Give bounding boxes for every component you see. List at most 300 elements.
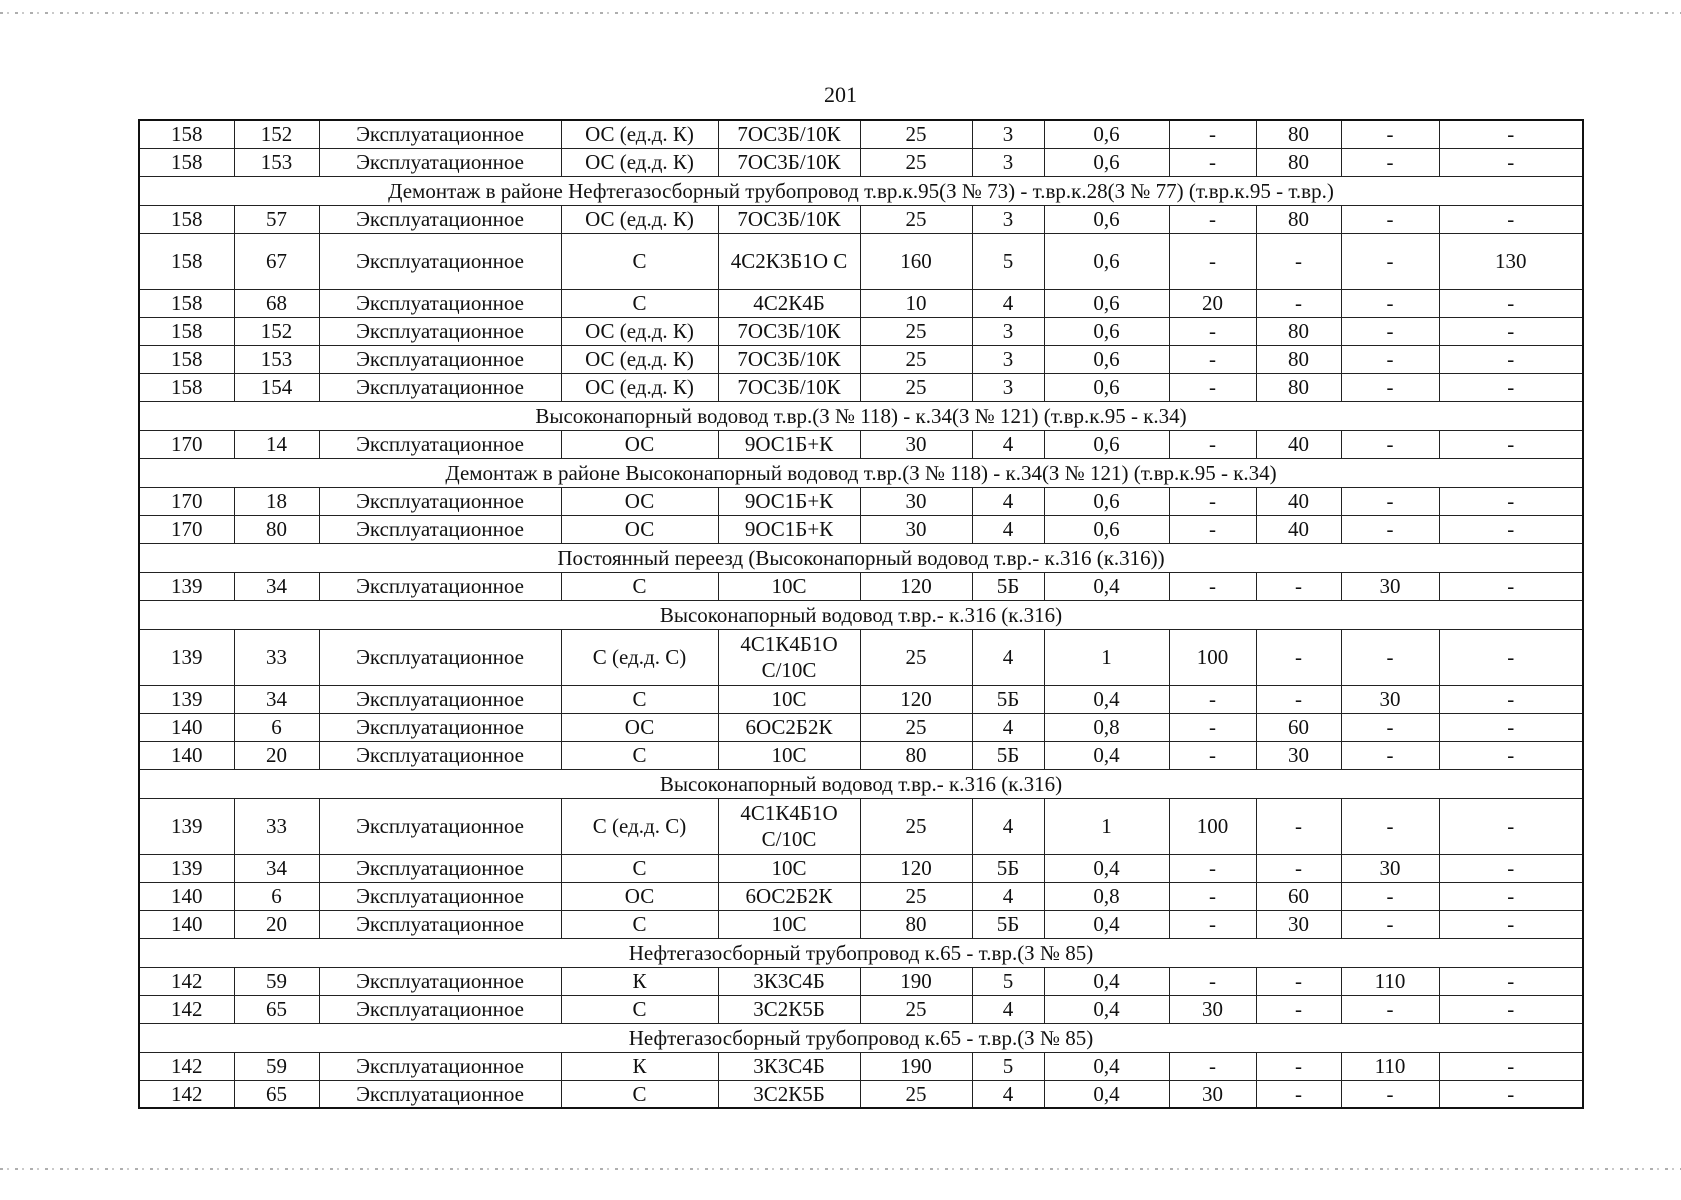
table-cell: 153 <box>234 148 319 176</box>
table-cell: 6 <box>234 882 319 910</box>
table-cell: Эксплуатационное <box>319 741 561 769</box>
table-cell: - <box>1341 882 1439 910</box>
table-cell: - <box>1439 515 1583 543</box>
table-cell: - <box>1256 289 1341 317</box>
table-cell: 80 <box>1256 373 1341 401</box>
table-cell: - <box>1341 629 1439 685</box>
table-body <box>139 120 1583 1108</box>
table-cell: С <box>561 741 718 769</box>
table-cell: 25 <box>860 713 972 741</box>
table-cell: 25 <box>860 345 972 373</box>
table-cell: 0,6 <box>1044 430 1169 458</box>
table-row <box>139 967 1583 995</box>
section-title: Нефтегазосборный трубопровод к.65 - т.вр.(З № 85) <box>139 1023 1583 1052</box>
table-cell: - <box>1169 233 1256 289</box>
table-cell: Эксплуатационное <box>319 148 561 176</box>
table-cell: 0,6 <box>1044 487 1169 515</box>
table-row <box>139 148 1583 176</box>
table-cell: ОС <box>561 430 718 458</box>
table-cell: 110 <box>1341 967 1439 995</box>
table-cell: ОС (ед.д. К) <box>561 120 718 148</box>
table-cell: - <box>1169 345 1256 373</box>
table-cell: 0,8 <box>1044 713 1169 741</box>
table-cell: - <box>1439 1052 1583 1080</box>
table-cell: Эксплуатационное <box>319 205 561 233</box>
table-cell: 0,4 <box>1044 1080 1169 1108</box>
table-cell: 60 <box>1256 882 1341 910</box>
table-cell: 6 <box>234 713 319 741</box>
table-row <box>139 487 1583 515</box>
section-header-row <box>139 938 1583 967</box>
table-cell: - <box>1341 289 1439 317</box>
table-cell: 10С <box>718 741 860 769</box>
table-row <box>139 741 1583 769</box>
table-cell: 142 <box>139 995 234 1023</box>
table-cell: Эксплуатационное <box>319 854 561 882</box>
table-cell: 25 <box>860 995 972 1023</box>
table-cell: 158 <box>139 373 234 401</box>
table-cell: 5Б <box>972 854 1044 882</box>
table-row <box>139 882 1583 910</box>
section-header-row <box>139 1023 1583 1052</box>
table-cell: 33 <box>234 629 319 685</box>
table-cell: - <box>1341 487 1439 515</box>
table-cell: - <box>1169 685 1256 713</box>
table-cell: 190 <box>860 967 972 995</box>
table-cell: 30 <box>1256 910 1341 938</box>
table-cell: 18 <box>234 487 319 515</box>
table-cell: 25 <box>860 148 972 176</box>
table-cell: - <box>1341 233 1439 289</box>
table-cell: 65 <box>234 1080 319 1108</box>
table-cell: 3С2К5Б <box>718 995 860 1023</box>
table-cell: - <box>1439 910 1583 938</box>
table-row <box>139 798 1583 854</box>
table-cell: 4С1К4Б1О С/10С <box>718 798 860 854</box>
table-cell: 0,4 <box>1044 685 1169 713</box>
table-cell: 80 <box>234 515 319 543</box>
section-header-row <box>139 600 1583 629</box>
table-cell: - <box>1256 1052 1341 1080</box>
table-cell: Эксплуатационное <box>319 629 561 685</box>
table-cell: Эксплуатационное <box>319 967 561 995</box>
table-cell: 59 <box>234 967 319 995</box>
table-cell: 6ОС2Б2К <box>718 882 860 910</box>
table-cell: 140 <box>139 713 234 741</box>
table-cell: 10 <box>860 289 972 317</box>
table-cell: - <box>1256 854 1341 882</box>
table-cell: 190 <box>860 1052 972 1080</box>
table-cell: 30 <box>1341 685 1439 713</box>
table-cell: 9ОС1Б+К <box>718 487 860 515</box>
table-cell: 140 <box>139 882 234 910</box>
table-cell: - <box>1256 685 1341 713</box>
table-cell: 139 <box>139 685 234 713</box>
table-cell: 9ОС1Б+К <box>718 430 860 458</box>
table-cell: - <box>1341 741 1439 769</box>
table-cell: 160 <box>860 233 972 289</box>
section-title: Демонтаж в районе Высоконапорный водовод т.вр.(З № 118) - к.34(З № 121) (т.вр.к.95 - к.34) <box>139 458 1583 487</box>
table-cell: 30 <box>1256 741 1341 769</box>
table-cell: ОС <box>561 487 718 515</box>
table-cell: - <box>1439 345 1583 373</box>
table-cell: 0,6 <box>1044 148 1169 176</box>
table-cell: 139 <box>139 572 234 600</box>
table-cell: 5 <box>972 233 1044 289</box>
table-cell: - <box>1439 487 1583 515</box>
table-cell: 4С1К4Б1О С/10С <box>718 629 860 685</box>
table-cell: 30 <box>1341 572 1439 600</box>
table-cell: 34 <box>234 572 319 600</box>
table-cell: 0,4 <box>1044 741 1169 769</box>
table-cell: 5Б <box>972 910 1044 938</box>
table-cell: 40 <box>1256 430 1341 458</box>
table-cell: Эксплуатационное <box>319 910 561 938</box>
table-row <box>139 1080 1583 1108</box>
table-cell: 152 <box>234 120 319 148</box>
table-cell: Эксплуатационное <box>319 995 561 1023</box>
table-cell: - <box>1439 882 1583 910</box>
section-header-row <box>139 769 1583 798</box>
table-cell: 153 <box>234 345 319 373</box>
table-cell: 0,6 <box>1044 345 1169 373</box>
table-cell: 3К3С4Б <box>718 967 860 995</box>
table-cell: 25 <box>860 882 972 910</box>
table-cell: Эксплуатационное <box>319 515 561 543</box>
table-cell: Эксплуатационное <box>319 430 561 458</box>
table-cell: 3К3С4Б <box>718 1052 860 1080</box>
table-cell: - <box>1439 572 1583 600</box>
table-cell: ОС <box>561 882 718 910</box>
table-cell: - <box>1341 148 1439 176</box>
table-cell: 139 <box>139 798 234 854</box>
table-cell: 7ОС3Б/10К <box>718 373 860 401</box>
table-cell: - <box>1169 882 1256 910</box>
table-cell: 25 <box>860 1080 972 1108</box>
section-header-row <box>139 543 1583 572</box>
table-cell: 0,6 <box>1044 317 1169 345</box>
table-cell: 142 <box>139 967 234 995</box>
table-cell: 0,6 <box>1044 233 1169 289</box>
table-cell: 6ОС2Б2К <box>718 713 860 741</box>
table-cell: - <box>1341 430 1439 458</box>
table-cell: 40 <box>1256 515 1341 543</box>
table-cell: 158 <box>139 317 234 345</box>
scan-edge-top <box>0 12 1681 14</box>
table-cell: - <box>1439 148 1583 176</box>
table-cell: - <box>1169 854 1256 882</box>
table-cell: 158 <box>139 120 234 148</box>
table-cell: 4 <box>972 430 1044 458</box>
table-cell: С <box>561 289 718 317</box>
table-cell: 30 <box>1341 854 1439 882</box>
table-cell: 7ОС3Б/10К <box>718 205 860 233</box>
table-cell: ОС (ед.д. К) <box>561 345 718 373</box>
table-cell: - <box>1169 373 1256 401</box>
table-cell: Эксплуатационное <box>319 317 561 345</box>
section-title: Демонтаж в районе Нефтегазосборный трубопровод т.вр.к.95(З № 73) - т.вр.к.28(З № 77) (т.вр.к.95 - т.вр.) <box>139 176 1583 205</box>
table-cell: - <box>1169 910 1256 938</box>
table-cell: 120 <box>860 572 972 600</box>
table-cell: - <box>1341 1080 1439 1108</box>
table-cell: 158 <box>139 345 234 373</box>
table-cell: 4 <box>972 629 1044 685</box>
table-cell: 30 <box>860 515 972 543</box>
table-cell: Эксплуатационное <box>319 289 561 317</box>
table-cell: С <box>561 685 718 713</box>
table-cell: ОС (ед.д. К) <box>561 205 718 233</box>
table-cell: 59 <box>234 1052 319 1080</box>
table-cell: 4С2К3Б1О С <box>718 233 860 289</box>
table-cell: 25 <box>860 373 972 401</box>
table-cell: 80 <box>1256 148 1341 176</box>
table-row <box>139 854 1583 882</box>
table-cell: - <box>1256 233 1341 289</box>
table-cell: 4С2К4Б <box>718 289 860 317</box>
table-cell: 100 <box>1169 629 1256 685</box>
table-cell: 140 <box>139 910 234 938</box>
table-cell: 10С <box>718 854 860 882</box>
table-cell: 3С2К5Б <box>718 1080 860 1108</box>
table-cell: - <box>1439 430 1583 458</box>
table-cell: 0,6 <box>1044 120 1169 148</box>
table-cell: - <box>1169 515 1256 543</box>
table-cell: Эксплуатационное <box>319 685 561 713</box>
table-cell: Эксплуатационное <box>319 572 561 600</box>
table-row <box>139 373 1583 401</box>
section-title: Нефтегазосборный трубопровод к.65 - т.вр.(З № 85) <box>139 938 1583 967</box>
table-cell: 0,4 <box>1044 967 1169 995</box>
table-cell: С <box>561 1080 718 1108</box>
data-table <box>138 119 1584 1109</box>
table-cell: 1 <box>1044 629 1169 685</box>
table-cell: 30 <box>860 430 972 458</box>
table-row <box>139 289 1583 317</box>
section-header-row <box>139 176 1583 205</box>
table-cell: 3 <box>972 345 1044 373</box>
table-cell: 4 <box>972 289 1044 317</box>
table-cell: 170 <box>139 430 234 458</box>
table-cell: - <box>1439 741 1583 769</box>
table-cell: 25 <box>860 629 972 685</box>
table-row <box>139 629 1583 685</box>
table-row <box>139 685 1583 713</box>
table-cell: 25 <box>860 317 972 345</box>
table-cell: 30 <box>1169 995 1256 1023</box>
table-cell: 158 <box>139 289 234 317</box>
table-cell: С (ед.д. С) <box>561 798 718 854</box>
table-cell: - <box>1256 967 1341 995</box>
section-title: Постоянный переезд (Высоконапорный водовод т.вр.- к.316 (к.316)) <box>139 543 1583 572</box>
table-cell: 158 <box>139 148 234 176</box>
table-cell: - <box>1169 1052 1256 1080</box>
table-cell: - <box>1256 572 1341 600</box>
scan-edge-bottom <box>0 1168 1681 1170</box>
table-cell: - <box>1341 910 1439 938</box>
table-cell: 0,4 <box>1044 1052 1169 1080</box>
table-cell: 170 <box>139 515 234 543</box>
table-cell: - <box>1256 629 1341 685</box>
table-cell: 33 <box>234 798 319 854</box>
table-cell: 100 <box>1169 798 1256 854</box>
table-cell: - <box>1341 515 1439 543</box>
table-cell: 0,6 <box>1044 205 1169 233</box>
table-cell: 80 <box>860 910 972 938</box>
table-cell: - <box>1341 120 1439 148</box>
table-cell: - <box>1341 713 1439 741</box>
table-cell: 25 <box>860 798 972 854</box>
table-cell: 5Б <box>972 741 1044 769</box>
table-cell: 60 <box>1256 713 1341 741</box>
table-cell: - <box>1169 120 1256 148</box>
table-cell: - <box>1439 995 1583 1023</box>
table-cell: 3 <box>972 205 1044 233</box>
page-number: 201 <box>824 82 857 107</box>
table-cell: ОС (ед.д. К) <box>561 148 718 176</box>
table-cell: 3 <box>972 317 1044 345</box>
table-cell: 3 <box>972 148 1044 176</box>
table-cell: Эксплуатационное <box>319 1080 561 1108</box>
table-cell: 4 <box>972 882 1044 910</box>
table-cell: - <box>1169 430 1256 458</box>
table-row <box>139 317 1583 345</box>
table-cell: 7ОС3Б/10К <box>718 345 860 373</box>
table-row <box>139 572 1583 600</box>
table-cell: 10С <box>718 685 860 713</box>
table-cell: 40 <box>1256 487 1341 515</box>
table-cell: - <box>1439 205 1583 233</box>
table-cell: 0,6 <box>1044 515 1169 543</box>
table-cell: 10С <box>718 572 860 600</box>
table-cell: 158 <box>139 205 234 233</box>
table-cell: 152 <box>234 317 319 345</box>
table-cell: 25 <box>860 120 972 148</box>
table-cell: 4 <box>972 995 1044 1023</box>
table-cell: 139 <box>139 854 234 882</box>
table-cell: 1 <box>1044 798 1169 854</box>
table-cell: - <box>1256 798 1341 854</box>
table-cell: 0,6 <box>1044 373 1169 401</box>
table-cell: 120 <box>860 685 972 713</box>
table-cell: 5 <box>972 1052 1044 1080</box>
section-header-row <box>139 458 1583 487</box>
table-cell: С <box>561 910 718 938</box>
table-cell: 20 <box>1169 289 1256 317</box>
table-cell: Эксплуатационное <box>319 487 561 515</box>
table-cell: - <box>1256 995 1341 1023</box>
table-cell: 158 <box>139 233 234 289</box>
table-cell: - <box>1439 967 1583 995</box>
table-cell: - <box>1169 317 1256 345</box>
table-row <box>139 430 1583 458</box>
table-row <box>139 233 1583 289</box>
table-cell: Эксплуатационное <box>319 882 561 910</box>
table-cell: 30 <box>860 487 972 515</box>
table-cell: 65 <box>234 995 319 1023</box>
section-title: Высоконапорный водовод т.вр.- к.316 (к.316) <box>139 600 1583 629</box>
table-cell: - <box>1439 685 1583 713</box>
table-row <box>139 713 1583 741</box>
table-cell: 0,6 <box>1044 289 1169 317</box>
table-cell: 34 <box>234 685 319 713</box>
table-cell: - <box>1341 995 1439 1023</box>
table-cell: 34 <box>234 854 319 882</box>
table-row <box>139 345 1583 373</box>
table-cell: 142 <box>139 1052 234 1080</box>
section-title: Высоконапорный водовод т.вр.(З № 118) - к.34(З № 121) (т.вр.к.95 - к.34) <box>139 401 1583 430</box>
table-cell: Эксплуатационное <box>319 120 561 148</box>
table-cell: 5Б <box>972 572 1044 600</box>
table-cell: 80 <box>860 741 972 769</box>
table-cell: 57 <box>234 205 319 233</box>
table-cell: С (ед.д. С) <box>561 629 718 685</box>
table-cell: 30 <box>1169 1080 1256 1108</box>
section-header-row <box>139 401 1583 430</box>
table-row <box>139 120 1583 148</box>
table-cell: - <box>1256 1080 1341 1108</box>
table-cell: ОС <box>561 713 718 741</box>
table-row <box>139 515 1583 543</box>
table-cell: 20 <box>234 910 319 938</box>
table-row <box>139 205 1583 233</box>
table-cell: С <box>561 854 718 882</box>
table-cell: Эксплуатационное <box>319 1052 561 1080</box>
table-cell: Эксплуатационное <box>319 233 561 289</box>
table-cell: 154 <box>234 373 319 401</box>
table-cell: С <box>561 572 718 600</box>
table-cell: - <box>1439 854 1583 882</box>
table-cell: 80 <box>1256 345 1341 373</box>
table-cell: 10С <box>718 910 860 938</box>
table-cell: 4 <box>972 798 1044 854</box>
table-cell: 4 <box>972 487 1044 515</box>
table-cell: 80 <box>1256 317 1341 345</box>
table-cell: С <box>561 233 718 289</box>
table-cell: - <box>1169 572 1256 600</box>
table-cell: 68 <box>234 289 319 317</box>
table-cell: 139 <box>139 629 234 685</box>
table-cell: - <box>1439 1080 1583 1108</box>
table-cell: К <box>561 967 718 995</box>
table-cell: 110 <box>1341 1052 1439 1080</box>
table-cell: ОС (ед.д. К) <box>561 373 718 401</box>
table-row <box>139 1052 1583 1080</box>
table-cell: 5 <box>972 967 1044 995</box>
table-cell: 7ОС3Б/10К <box>718 120 860 148</box>
table-cell: Эксплуатационное <box>319 373 561 401</box>
table-cell: - <box>1439 120 1583 148</box>
table-cell: 142 <box>139 1080 234 1108</box>
table-cell: 67 <box>234 233 319 289</box>
table-cell: 3 <box>972 120 1044 148</box>
table-cell: 14 <box>234 430 319 458</box>
table-cell: - <box>1341 317 1439 345</box>
table-cell: 4 <box>972 515 1044 543</box>
table-cell: 0,8 <box>1044 882 1169 910</box>
table-cell: - <box>1439 713 1583 741</box>
table-cell: 4 <box>972 713 1044 741</box>
table-cell: 80 <box>1256 120 1341 148</box>
table-cell: 0,4 <box>1044 854 1169 882</box>
table-cell: - <box>1341 798 1439 854</box>
table-cell: - <box>1169 205 1256 233</box>
table-cell: ОС (ед.д. К) <box>561 317 718 345</box>
table-cell: К <box>561 1052 718 1080</box>
table-cell: ОС <box>561 515 718 543</box>
table-cell: - <box>1439 373 1583 401</box>
table-cell: Эксплуатационное <box>319 798 561 854</box>
table-cell: - <box>1439 317 1583 345</box>
